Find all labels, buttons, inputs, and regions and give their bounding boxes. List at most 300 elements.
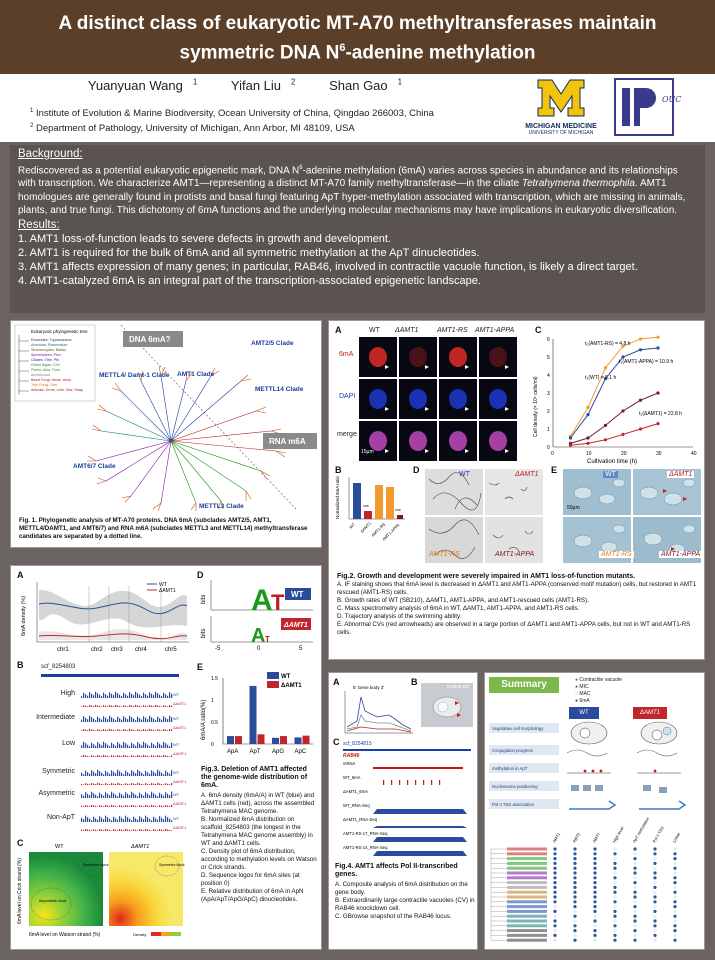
track-bar bbox=[167, 730, 168, 731]
matrix-dot bbox=[633, 881, 636, 884]
data-point bbox=[604, 438, 607, 441]
coverage bbox=[347, 837, 467, 842]
track-bar bbox=[87, 817, 88, 822]
track-bar bbox=[155, 705, 156, 707]
track-bar bbox=[113, 730, 114, 731]
track-bar bbox=[93, 784, 94, 785]
matrix-dot bbox=[593, 891, 596, 894]
rab46-kd-image: RAB46-KD bbox=[421, 683, 473, 727]
track-bar bbox=[111, 770, 112, 776]
track-bar bbox=[101, 784, 102, 785]
tick-label: 4 bbox=[547, 373, 550, 379]
track-bar bbox=[91, 694, 92, 698]
svg-text:ΔAMT1: ΔAMT1 bbox=[131, 844, 150, 850]
track-bar bbox=[157, 693, 158, 698]
tick-label: 0.5 bbox=[211, 720, 218, 726]
track-bar bbox=[119, 744, 120, 748]
track-bar bbox=[153, 706, 154, 707]
svg-text:A: A bbox=[251, 625, 266, 647]
matrix-dot bbox=[653, 881, 656, 884]
track-bar bbox=[153, 730, 154, 731]
matrix-dot bbox=[653, 852, 656, 855]
track-bar bbox=[93, 772, 94, 776]
track-bar bbox=[139, 805, 140, 807]
author-list bbox=[0, 78, 480, 93]
track-bar bbox=[135, 773, 136, 776]
matrix-dot bbox=[633, 919, 636, 922]
category-label: ApG bbox=[272, 749, 285, 755]
track-bar bbox=[133, 730, 134, 731]
track-bar bbox=[103, 755, 104, 757]
track-bar bbox=[125, 694, 126, 698]
track-bar bbox=[95, 773, 96, 776]
track-bar bbox=[167, 719, 168, 722]
matrix-dot bbox=[673, 910, 676, 913]
svg-text:chr4: chr4 bbox=[135, 647, 147, 653]
track-bar bbox=[159, 695, 160, 698]
track-bar bbox=[131, 820, 132, 822]
track-bar bbox=[121, 745, 122, 748]
matrix-dot bbox=[673, 915, 676, 918]
track-bar bbox=[99, 783, 100, 785]
track-bar bbox=[169, 830, 170, 831]
panel-label: D bbox=[413, 465, 420, 475]
track-bar bbox=[91, 729, 92, 731]
matrix-dot bbox=[633, 910, 636, 913]
track-bar bbox=[147, 696, 148, 698]
track-bar bbox=[85, 829, 86, 831]
svg-text:ΔAMT1: ΔAMT1 bbox=[284, 622, 308, 629]
track-bar bbox=[105, 718, 106, 722]
track-bar bbox=[151, 717, 152, 722]
data-point bbox=[639, 427, 642, 430]
track-bar bbox=[93, 744, 94, 748]
track-bar bbox=[159, 805, 160, 807]
track-bar bbox=[123, 774, 124, 776]
matrix-dot bbox=[633, 891, 636, 894]
track-bar bbox=[141, 720, 142, 722]
track-bar bbox=[125, 771, 126, 776]
track-bar bbox=[143, 729, 144, 731]
track-bar bbox=[101, 830, 102, 831]
matrix-dot bbox=[653, 924, 656, 927]
track-bar bbox=[111, 820, 112, 822]
fig4-panel bbox=[328, 672, 478, 950]
track-bar bbox=[85, 743, 86, 748]
matrix-dot bbox=[573, 847, 576, 850]
track-bar bbox=[125, 755, 126, 757]
track-label: ΔAMT1 bbox=[173, 751, 187, 756]
track-bar bbox=[139, 816, 140, 822]
matrix-dot bbox=[553, 910, 556, 913]
results-heading: Results: bbox=[18, 218, 60, 231]
track-bar bbox=[97, 830, 98, 831]
track-bar bbox=[81, 773, 82, 776]
track-bar bbox=[97, 693, 98, 698]
matrix-dot bbox=[573, 915, 576, 918]
track-name: AMT1-RS-14_RNA-Seq bbox=[343, 845, 388, 850]
matrix-dot bbox=[593, 886, 596, 889]
track-bar bbox=[165, 694, 166, 698]
svg-text:Normalized 6mA ratio: Normalized 6mA ratio bbox=[335, 475, 340, 519]
track-bar bbox=[123, 784, 124, 785]
track-bar bbox=[107, 730, 108, 731]
track-bar bbox=[103, 819, 104, 822]
track-bar bbox=[85, 771, 86, 776]
track-bar bbox=[131, 805, 132, 807]
track-bar bbox=[161, 706, 162, 707]
track-bar bbox=[121, 730, 122, 731]
track-bar bbox=[81, 830, 82, 831]
matrix-dot bbox=[673, 871, 676, 874]
matrix-dot bbox=[573, 910, 576, 913]
track-bar bbox=[149, 746, 150, 748]
nucleus bbox=[449, 431, 467, 451]
track-bar bbox=[149, 716, 150, 722]
methyl-mark bbox=[383, 780, 384, 785]
track-bar bbox=[133, 793, 134, 798]
track-bar bbox=[155, 818, 156, 822]
track-bar bbox=[83, 729, 84, 731]
track-bar bbox=[127, 745, 128, 748]
track-bar bbox=[143, 693, 144, 698]
track-bar bbox=[131, 743, 132, 748]
track-bar bbox=[113, 772, 114, 776]
apn-bar-chart bbox=[195, 666, 319, 762]
track-bar bbox=[121, 806, 122, 807]
track-bar bbox=[141, 745, 142, 748]
svg-text:ΔAMT1: ΔAMT1 bbox=[159, 588, 176, 594]
track-bar bbox=[115, 756, 116, 757]
poster-title: A distinct class of eukaryotic MT-A70 methyltransferases maintain symmetric DNA $N^6$-adenine methylation bbox=[58, 13, 657, 64]
data-point bbox=[621, 409, 624, 412]
species-bar bbox=[507, 857, 547, 860]
methyl-mark bbox=[399, 780, 400, 785]
svg-text:True Fungi: Scer: True Fungi: Scer bbox=[31, 383, 58, 387]
track-bar bbox=[87, 829, 88, 831]
fig4-caption: Fig.4. AMT1 affects Pol II-transcribed genes. A. Composite analysis of 6mA distribution on the gene body. B. Extraordinarily large contractile vacuoles (CV) in RAB46 knockdown cell. C. GBrowse snapshot of the RAB46 locus. bbox=[335, 863, 475, 920]
track-bar bbox=[129, 746, 130, 748]
track-bar bbox=[99, 793, 100, 798]
species-bar bbox=[507, 867, 547, 870]
svg-text:Alveolata: Plasmodium: Alveolata: Plasmodium bbox=[31, 343, 68, 347]
track-name: WT_6mA bbox=[343, 775, 361, 780]
track-bar bbox=[153, 719, 154, 722]
matrix-dot bbox=[553, 867, 556, 870]
matrix-dot bbox=[573, 919, 576, 922]
matrix-dot bbox=[593, 910, 596, 913]
track-bar bbox=[89, 729, 90, 731]
matrix-dot bbox=[573, 905, 576, 908]
methyl-mark bbox=[391, 780, 392, 785]
svg-text:***: *** bbox=[395, 509, 401, 515]
track-bar bbox=[155, 806, 156, 807]
track-bar bbox=[159, 756, 160, 757]
nucleus bbox=[489, 347, 507, 367]
matrix-dot bbox=[553, 886, 556, 889]
track-name: AMT1-RS-17_RNA-Seq bbox=[343, 831, 388, 836]
methyl-mark bbox=[415, 780, 416, 785]
matrix-dot bbox=[613, 852, 616, 855]
phylogenetic-tree bbox=[11, 321, 321, 511]
legend-swatch bbox=[267, 672, 279, 679]
track-bar bbox=[125, 816, 126, 822]
track-bar bbox=[95, 830, 96, 831]
track-bar bbox=[135, 746, 136, 748]
track-bar bbox=[115, 773, 116, 776]
matrix-dot bbox=[653, 857, 656, 860]
track-bar bbox=[169, 746, 170, 748]
track-bar bbox=[103, 830, 104, 831]
track-bar bbox=[123, 705, 124, 707]
matrix-dot bbox=[553, 905, 556, 908]
track-bar bbox=[153, 756, 154, 757]
svg-text:Animals: Drme, Cele, Dmr, Hsap: Animals: Drme, Cele, Dmr, Hsap bbox=[31, 388, 83, 392]
track-bar bbox=[151, 770, 152, 776]
track-bar bbox=[169, 795, 170, 798]
summary-damt1-tag: ΔAMT1 bbox=[633, 707, 667, 719]
track-bar bbox=[119, 718, 120, 722]
track-bar bbox=[115, 818, 116, 822]
track-bar bbox=[161, 696, 162, 698]
track-bar bbox=[157, 806, 158, 807]
track-bar bbox=[147, 817, 148, 822]
matrix-dot bbox=[593, 924, 596, 927]
doubling-time-label: t₂(AMT1-RS) = 4.8 h bbox=[585, 341, 631, 347]
track-bar bbox=[127, 784, 128, 785]
matrix-col-label: Pol II TSS bbox=[651, 825, 665, 844]
track-bar bbox=[129, 830, 130, 831]
track-bar bbox=[153, 829, 154, 831]
matrix-dot bbox=[673, 895, 676, 898]
track-bar bbox=[155, 692, 156, 698]
track-bar bbox=[149, 705, 150, 707]
track-bar bbox=[147, 719, 148, 722]
track-bar bbox=[157, 770, 158, 776]
category-label: ApA bbox=[227, 749, 239, 755]
svg-text:Eukaryotic phylogenetic tree: Eukaryotic phylogenetic tree bbox=[31, 329, 88, 334]
track-bar bbox=[99, 816, 100, 822]
data-point bbox=[586, 442, 589, 445]
category-label: ApT bbox=[249, 749, 261, 755]
track-bar bbox=[143, 796, 144, 798]
track-bar bbox=[107, 756, 108, 757]
author: Shan Gao $^1$ bbox=[329, 78, 403, 94]
track-bar bbox=[103, 774, 104, 776]
track-bar bbox=[101, 818, 102, 822]
tick-label: 6 bbox=[547, 337, 550, 343]
track-bar bbox=[145, 771, 146, 776]
svg-text:T: T bbox=[265, 635, 270, 644]
track-bar bbox=[135, 795, 136, 798]
track-bar bbox=[135, 705, 136, 707]
track-bar bbox=[137, 820, 138, 822]
track-bar bbox=[167, 794, 168, 798]
matrix-dot bbox=[613, 939, 616, 942]
matrix-dot bbox=[633, 924, 636, 927]
track-bar bbox=[141, 773, 142, 776]
track-bar bbox=[131, 830, 132, 831]
track-bar bbox=[161, 756, 162, 757]
matrix-dot bbox=[553, 919, 556, 922]
matrix-dot bbox=[613, 924, 616, 927]
track-bar bbox=[121, 696, 122, 698]
row-label: DAPI bbox=[339, 393, 356, 400]
matrix-dot bbox=[653, 919, 656, 922]
summary-panel bbox=[484, 672, 705, 950]
track-bar bbox=[147, 706, 148, 707]
track-bar bbox=[163, 796, 164, 798]
trajectory-grid: WT ΔAMT1 AMT1-RS AMT1-APPA bbox=[425, 469, 545, 563]
track-bar bbox=[129, 795, 130, 798]
track-bar bbox=[95, 705, 96, 707]
matrix-dot bbox=[553, 881, 556, 884]
density-chromosome-chart bbox=[17, 576, 193, 656]
tick-label: 2 bbox=[547, 409, 550, 415]
matrix-dot bbox=[553, 847, 556, 850]
track-bar bbox=[111, 830, 112, 831]
matrix-dot bbox=[613, 915, 616, 918]
track-bar bbox=[101, 806, 102, 807]
svg-text:-5: -5 bbox=[215, 646, 221, 652]
track-bar bbox=[149, 806, 150, 807]
data-point bbox=[569, 444, 572, 447]
matrix-dot bbox=[573, 871, 576, 874]
panel-label: D bbox=[197, 570, 204, 580]
matrix-dot bbox=[573, 891, 576, 894]
track-bar bbox=[129, 819, 130, 822]
panel-label: C bbox=[535, 325, 542, 335]
matrix-dot bbox=[673, 900, 676, 903]
track-bar bbox=[121, 706, 122, 707]
track-bar bbox=[139, 771, 140, 776]
matrix-dot bbox=[593, 871, 596, 874]
track-bar bbox=[107, 745, 108, 748]
track-bar bbox=[111, 755, 112, 757]
track-bar bbox=[111, 743, 112, 748]
nucleus bbox=[369, 431, 387, 451]
fig1-panel bbox=[10, 320, 322, 548]
results-item: 3. AMT1 affects expression of many genes; in particular, RAB46, involved in contractile vacuole function, is likely a direct target. bbox=[18, 261, 638, 274]
track-bar bbox=[159, 730, 160, 731]
track-bar bbox=[89, 716, 90, 722]
track-bar bbox=[85, 816, 86, 822]
track-bar bbox=[145, 743, 146, 748]
track-bar bbox=[161, 730, 162, 731]
track-bar bbox=[95, 746, 96, 748]
track-bar bbox=[95, 756, 96, 757]
track-bar bbox=[107, 806, 108, 807]
track-bar bbox=[109, 756, 110, 757]
track-bar bbox=[81, 756, 82, 757]
track-bar bbox=[87, 696, 88, 698]
track-bar bbox=[107, 706, 108, 707]
track-bar bbox=[87, 730, 88, 731]
matrix-dot bbox=[593, 939, 596, 942]
track-bar bbox=[91, 805, 92, 807]
track-bar bbox=[113, 793, 114, 798]
track-bar bbox=[89, 705, 90, 707]
track-bar bbox=[151, 830, 152, 831]
track-bar bbox=[155, 784, 156, 785]
track-label: ΔAMT1 bbox=[173, 801, 187, 806]
track-bar bbox=[165, 743, 166, 748]
track-bar bbox=[123, 716, 124, 722]
track-bar bbox=[169, 819, 170, 822]
nucleus bbox=[489, 389, 507, 409]
species-bar bbox=[507, 900, 547, 903]
track-bar bbox=[91, 770, 92, 776]
matrix-dot bbox=[613, 867, 616, 870]
track-bar bbox=[93, 793, 94, 798]
track-bar bbox=[133, 719, 134, 722]
matrix-dot bbox=[673, 881, 676, 884]
track-bar bbox=[155, 720, 156, 722]
track-bar bbox=[123, 830, 124, 831]
track-bar bbox=[123, 796, 124, 798]
nucleus bbox=[489, 431, 507, 451]
track-bar bbox=[159, 816, 160, 822]
matrix-dot bbox=[553, 871, 556, 874]
track-bar bbox=[137, 742, 138, 748]
track-bar bbox=[109, 806, 110, 807]
scaffold-tracks: scf_8254803 WT ΔAMT1 WT ΔAMT1 WT ΔAMT1 WT ΔAMT1 WT ΔAMT1 WT ΔAMT1 High Intermediate Low Symmetric Asymmetric Non-ApT bbox=[36, 664, 187, 830]
svg-text:Asymmetric block: Asymmetric block bbox=[39, 899, 67, 903]
track-label: WT bbox=[173, 692, 180, 697]
track-bar bbox=[91, 783, 92, 785]
track-bar bbox=[97, 806, 98, 807]
matrix-dot bbox=[553, 939, 556, 942]
matrix-col-label: AMT7 bbox=[591, 831, 602, 844]
matrix-dot bbox=[613, 934, 616, 937]
track-bar bbox=[103, 693, 104, 698]
track-bar bbox=[105, 771, 106, 776]
track-bar bbox=[125, 792, 126, 798]
panel-label: E bbox=[551, 465, 558, 475]
track-bar bbox=[113, 829, 114, 831]
fig3-caption: Fig.3. Deletion of AMT1 affected the genome-wide distribution of 6mA. A. 6mA density (6mA/A) in WT (blue) and ΔAMT1 cells (red), across the assembled Tetrahymena MAC genome. B. Normalized 6mA distribution on scaffold_8254803 (the longest in the Tetrahymena MAC genome assembly) in WT and ΔAMT1 cells. C. Density plot of 6mA distribution, according to methylation levels on Watson or Crick strands. D. Sequence logos for 6mA sites (at position 0) E. Relative distribution of 6mA in ApN (ApA/ApT/ApG/ApC) dinucleotides. bbox=[201, 766, 317, 903]
bar bbox=[235, 736, 242, 744]
track-bar bbox=[151, 743, 152, 748]
matrix-dot bbox=[633, 876, 636, 879]
track-bar bbox=[109, 746, 110, 748]
category-label: ApC bbox=[294, 749, 307, 755]
data-point bbox=[656, 391, 659, 394]
track-bar bbox=[119, 695, 120, 698]
data-point bbox=[569, 436, 572, 439]
col-label: WT bbox=[369, 327, 380, 334]
track-bar bbox=[147, 806, 148, 807]
track-bar bbox=[113, 719, 114, 722]
track-bar bbox=[97, 755, 98, 757]
track-bar bbox=[149, 774, 150, 776]
track-bar bbox=[129, 692, 130, 698]
matrix-dot bbox=[653, 891, 656, 894]
matrix-dot bbox=[653, 862, 656, 865]
tick-label: 40 bbox=[691, 451, 697, 457]
track-bar bbox=[119, 706, 120, 707]
tick-label: 0 bbox=[547, 445, 550, 451]
matrix-dot bbox=[593, 919, 596, 922]
species-bar bbox=[507, 876, 547, 879]
track-bar bbox=[133, 744, 134, 748]
track-bar bbox=[133, 829, 134, 831]
track-bar bbox=[163, 830, 164, 831]
track-name: mRNA bbox=[343, 761, 356, 766]
track-bar bbox=[137, 693, 138, 698]
track-bar bbox=[115, 795, 116, 798]
growth-line bbox=[571, 393, 659, 443]
